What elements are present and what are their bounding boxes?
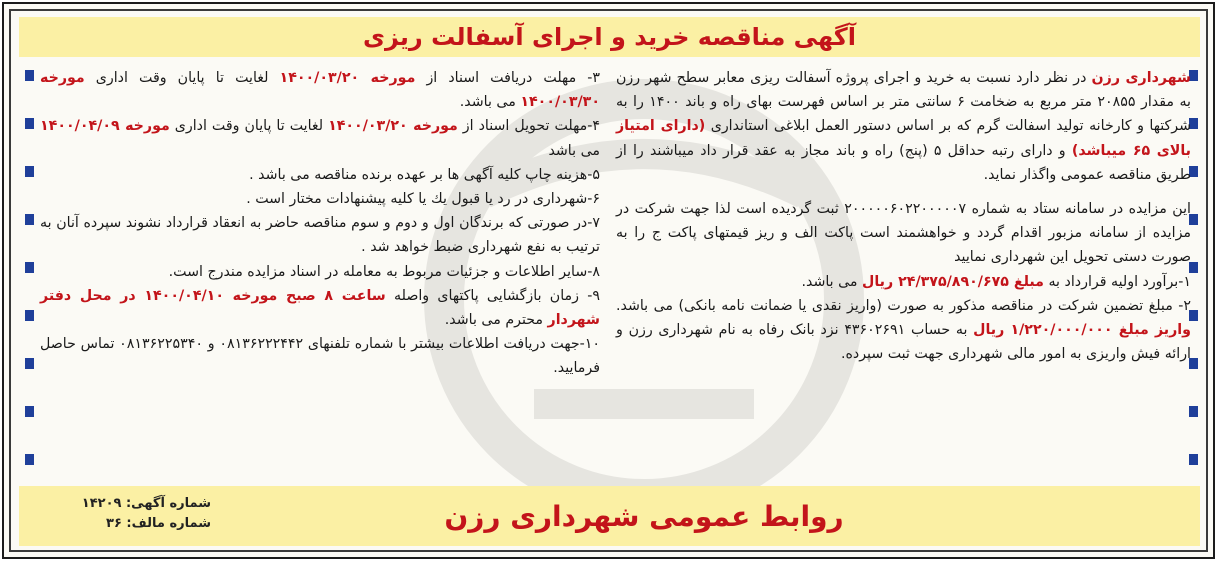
item-9-suffix: محترم می باشد. — [444, 312, 548, 329]
bullet-marker — [25, 310, 34, 321]
bullet-marker — [25, 118, 34, 129]
title-band — [19, 17, 1200, 57]
item-4-from: مورخه ۱۴۰۰/۰۳/۲۰ — [328, 118, 458, 135]
right-column — [616, 66, 1191, 366]
bullet-marker — [25, 358, 34, 369]
item-9-prefix: ۹- زمان بازگشایی پاکتهای واصله — [385, 287, 600, 304]
bullet-marker — [25, 454, 34, 465]
intro-paragraph — [616, 66, 1191, 187]
item-2 — [616, 294, 1191, 367]
bullet-marker — [25, 166, 34, 177]
item-6: ۶-شهرداری در رد یا قبول یك یا کلیه پیشنهادات مختار است . — [246, 191, 600, 208]
item-9-highlight: ساعت ۸ صبح مورخه ۱۴۰۰/۰۴/۱۰ در محل دفتر شهردار — [40, 287, 600, 329]
item-3-to: مورخه ۱۴۰۰/۰۳/۳۰ — [40, 70, 600, 111]
intro-subject: شهرداری رزن — [1091, 70, 1192, 86]
item-1-highlight: مبلغ ۲۴/۳۷۵/۸۹۰/۶۷۵ ریال — [862, 273, 1044, 290]
item-3-mid: لغایت تا پایان وقت اداری — [84, 70, 280, 86]
left-column — [40, 66, 600, 381]
footer-signature: روابط عمومی شهرداری رزن — [444, 499, 844, 533]
item-2-suffix: به حساب ۴۳۶۰۲۶۹۱ نزد بانک رفاه به نام شهرداری رزن و ارائه فیش واریزی به امور مالی شهرداری جهت ثبت سپرده. — [616, 322, 1191, 363]
item-2-highlight: واریز مبلغ ۱/۲۲۰/۰۰۰/۰۰۰ ریال — [973, 322, 1191, 339]
item-4-prefix: ۴-مهلت تحویل اسناد از — [457, 118, 600, 135]
bullet-marker — [25, 262, 34, 273]
item-8: ۸-سایر اطلاعات و جزئیات مربوط به معامله در اسناد مزایده مندرج است. — [168, 263, 600, 280]
item-1 — [616, 270, 1191, 294]
intro-text: در نظر دارد نسبت به خرید و اجرای پروژه آسفالت ریزی معابر سطح شهر رزن به مقدار ۲۰۸۵۵ متر مربع به ضخامت ۶ سانتی متر بر اساس فهرست بهای راه و باند ۱۴۰۰ را به شرکتها و کارخانه تولید اسفالت گرم که بر اساس دستور العمل ابلاغی استانداری — [616, 70, 1192, 135]
item-3 — [40, 66, 600, 114]
bullet-marker — [1189, 406, 1198, 417]
item-9 — [40, 284, 600, 332]
bullet-marker — [25, 406, 34, 417]
item-4 — [40, 114, 600, 162]
bullet-marker — [1189, 454, 1198, 465]
bullet-marker — [25, 214, 34, 225]
ad-number: شماره آگهی: ۱۴۲۰۹ — [81, 496, 211, 511]
item-4-mid: لغایت تا پایان وقت اداری — [169, 118, 329, 135]
footer-band — [19, 486, 1200, 546]
intro-tail: و دارای رتبه حداقل ۵ (پنج) راه و باند مجاز به عقد قرار داد میباشند را از طریق مناقصه عمومی واگذار نماید. — [616, 142, 1191, 183]
item-3-from: مورخه ۱۴۰۰/۰۳/۲۰ — [279, 70, 416, 86]
item-3-suffix: می باشد. — [459, 94, 521, 111]
bullet-marker — [25, 70, 34, 81]
item-4-to: مورخه ۱۴۰۰/۰۴/۰۹ — [40, 118, 170, 135]
item-3-prefix: ۳- مهلت دریافت اسناد از — [415, 70, 601, 86]
page-title: آگهی مناقصه خرید و اجرای آسفالت ریزی — [362, 23, 856, 51]
author-number: شماره مالف: ۳۶ — [106, 516, 211, 531]
intro-highlight: (دارای امتیاز بالای ۶۵ میباشد) — [616, 118, 1192, 159]
item-5: ۵-هزینه چاپ کلیه آگهی ها بر عهده برنده مناقصه می باشد . — [249, 166, 600, 183]
item-1-suffix: می باشد. — [801, 273, 863, 290]
setad-paragraph: این مزایده در سامانه ستاد به شماره ۲۰۰۰۰۰۶۰۲۲۰۰۰۰۰۷ ثبت گردیده است لذا جهت شرکت در مزایده از سامانه مزبور اقدام گردد و خواهشمند است پاکت الف و ریز قیمتهای پاکت ج را به صورت دستی تحویل این شهرداری نمایید — [616, 201, 1191, 266]
item-1-prefix: ۱-برآورد اولیه قرارداد به — [1043, 273, 1191, 290]
item-7: ۷-در صورتی که برندگان اول و دوم و سوم مناقصه حاضر به انعقاد قرارداد نشوند سپرده آنان به ترتیب به نفع شهرداری ضبط خواهد شد . — [40, 215, 600, 256]
item-4-suffix: می باشد — [548, 142, 600, 159]
item-10: ۱۰-جهت دریافت اطلاعات بیشتر با شماره تلفنهای ۰۸۱۳۶۲۲۲۴۴۲ و ۰۸۱۳۶۲۲۵۳۴۰ تماس حاصل فرمایید. — [40, 336, 601, 377]
item-2-prefix: ۲- مبلغ تضمین شرکت در مناقصه مذکور به صورت (واریز نقدی یا ضمانت نامه بانکی) می باشد. — [616, 297, 1191, 314]
advertisement-frame — [2, 2, 1215, 559]
